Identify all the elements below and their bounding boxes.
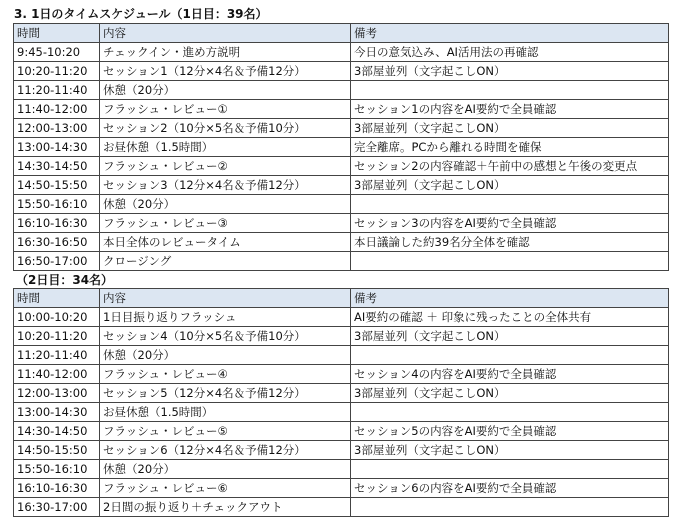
cell-time: 14:30-14:50	[14, 157, 100, 176]
cell-notes: 3部屋並列（文字起こしON）	[351, 441, 669, 460]
cell-time: 14:50-15:50	[14, 441, 100, 460]
cell-notes	[351, 403, 669, 422]
cell-notes: 3部屋並列（文字起こしON）	[351, 176, 669, 195]
cell-time: 14:50-15:50	[14, 176, 100, 195]
table-header-row	[14, 289, 669, 308]
cell-content: 休憩（20分）	[100, 195, 351, 214]
cell-content: セッション3（12分×4名＆予備12分）	[100, 176, 351, 195]
cell-notes	[351, 252, 669, 271]
cell-time: 10:20-11:20	[14, 327, 100, 346]
day1-schedule-table	[13, 23, 669, 271]
cell-notes: セッション3の内容をAI要約で全員確認	[351, 214, 669, 233]
cell-notes: 本日議論した約39名分全体を確認	[351, 233, 669, 252]
column-header-content: 内容	[100, 289, 351, 308]
day1-heading: 3. 1日のタイムスケジュール（1日目：39名）	[14, 7, 268, 21]
cell-content: 2日間の振り返り＋チェックアウト	[100, 498, 351, 517]
cell-content: セッション4（10分×5名＆予備10分）	[100, 327, 351, 346]
table-row	[14, 365, 669, 384]
cell-content: クロージング	[100, 252, 351, 271]
column-header-time: 時間	[14, 24, 100, 43]
cell-notes: セッション2の内容確認＋午前中の感想と午後の変更点	[351, 157, 669, 176]
table-row	[14, 62, 669, 81]
cell-notes: 3部屋並列（文字起こしON）	[351, 119, 669, 138]
table-row	[14, 176, 669, 195]
day2-rows	[14, 308, 669, 517]
cell-notes: セッション1の内容をAI要約で全員確認	[351, 100, 669, 119]
day2-schedule-table	[13, 288, 669, 517]
cell-time: 11:20-11:40	[14, 81, 100, 100]
table-row	[14, 498, 669, 517]
cell-time: 12:00-13:00	[14, 384, 100, 403]
cell-content: チェックイン・進め方説明	[100, 43, 351, 62]
cell-notes	[351, 346, 669, 365]
cell-time: 16:30-16:50	[14, 233, 100, 252]
cell-notes: 3部屋並列（文字起こしON）	[351, 62, 669, 81]
cell-time: 11:40-12:00	[14, 365, 100, 384]
table-row	[14, 43, 669, 62]
cell-time: 15:50-16:10	[14, 195, 100, 214]
table-row	[14, 384, 669, 403]
cell-content: セッション6（12分×4名＆予備12分）	[100, 441, 351, 460]
table-row	[14, 81, 669, 100]
table-row	[14, 157, 669, 176]
cell-time: 11:20-11:40	[14, 346, 100, 365]
table-row	[14, 252, 669, 271]
cell-notes: セッション6の内容をAI要約で全員確認	[351, 479, 669, 498]
table-row	[14, 403, 669, 422]
table-row	[14, 327, 669, 346]
column-header-notes: 備考	[351, 24, 669, 43]
table-row	[14, 346, 669, 365]
cell-time: 13:00-14:30	[14, 403, 100, 422]
table-row	[14, 119, 669, 138]
table-row	[14, 308, 669, 327]
cell-content: フラッシュ・レビュー④	[100, 365, 351, 384]
cell-notes	[351, 195, 669, 214]
day1-rows	[14, 43, 669, 271]
cell-content: 休憩（20分）	[100, 460, 351, 479]
cell-notes: 今日の意気込み、AI活用法の再確認	[351, 43, 669, 62]
cell-content: 本日全体のレビュータイム	[100, 233, 351, 252]
cell-notes: 完全離席。PCから離れる時間を確保	[351, 138, 669, 157]
column-header-content: 内容	[100, 24, 351, 43]
cell-content: フラッシュ・レビュー⑤	[100, 422, 351, 441]
cell-notes	[351, 460, 669, 479]
cell-time: 16:50-17:00	[14, 252, 100, 271]
table-row	[14, 100, 669, 119]
cell-content: 1日目振り返りフラッシュ	[100, 308, 351, 327]
table-row	[14, 195, 669, 214]
table-row	[14, 138, 669, 157]
cell-notes	[351, 498, 669, 517]
column-header-time: 時間	[14, 289, 100, 308]
day2-heading: （2日目：34名）	[16, 273, 114, 287]
cell-time: 15:50-16:10	[14, 460, 100, 479]
cell-content: セッション2（10分×5名＆予備10分）	[100, 119, 351, 138]
table-row	[14, 422, 669, 441]
cell-time: 13:00-14:30	[14, 138, 100, 157]
cell-time: 14:30-14:50	[14, 422, 100, 441]
cell-time: 10:20-11:20	[14, 62, 100, 81]
cell-content: フラッシュ・レビュー③	[100, 214, 351, 233]
cell-content: 休憩（20分）	[100, 346, 351, 365]
cell-notes: セッション5の内容をAI要約で全員確認	[351, 422, 669, 441]
cell-content: フラッシュ・レビュー②	[100, 157, 351, 176]
cell-content: お昼休憩（1.5時間）	[100, 138, 351, 157]
cell-content: セッション1（12分×4名＆予備12分）	[100, 62, 351, 81]
cell-time: 16:30-17:00	[14, 498, 100, 517]
cell-notes: 3部屋並列（文字起こしON）	[351, 384, 669, 403]
cell-content: フラッシュ・レビュー①	[100, 100, 351, 119]
cell-content: お昼休憩（1.5時間）	[100, 403, 351, 422]
column-header-notes: 備考	[351, 289, 669, 308]
cell-time: 16:10-16:30	[14, 479, 100, 498]
cell-notes	[351, 81, 669, 100]
cell-time: 16:10-16:30	[14, 214, 100, 233]
cell-content: フラッシュ・レビュー⑥	[100, 479, 351, 498]
table-row	[14, 441, 669, 460]
table-row	[14, 233, 669, 252]
table-header-row	[14, 24, 669, 43]
table-row	[14, 479, 669, 498]
table-row	[14, 214, 669, 233]
cell-time: 12:00-13:00	[14, 119, 100, 138]
cell-notes: 3部屋並列（文字起こしON）	[351, 327, 669, 346]
cell-notes: セッション4の内容をAI要約で全員確認	[351, 365, 669, 384]
cell-notes: AI要約の確認 ＋ 印象に残ったことの全体共有	[351, 308, 669, 327]
table-row	[14, 460, 669, 479]
cell-time: 11:40-12:00	[14, 100, 100, 119]
cell-time: 10:00-10:20	[14, 308, 100, 327]
cell-content: セッション5（12分×4名＆予備12分）	[100, 384, 351, 403]
cell-content: 休憩（20分）	[100, 81, 351, 100]
cell-time: 9:45-10:20	[14, 43, 100, 62]
